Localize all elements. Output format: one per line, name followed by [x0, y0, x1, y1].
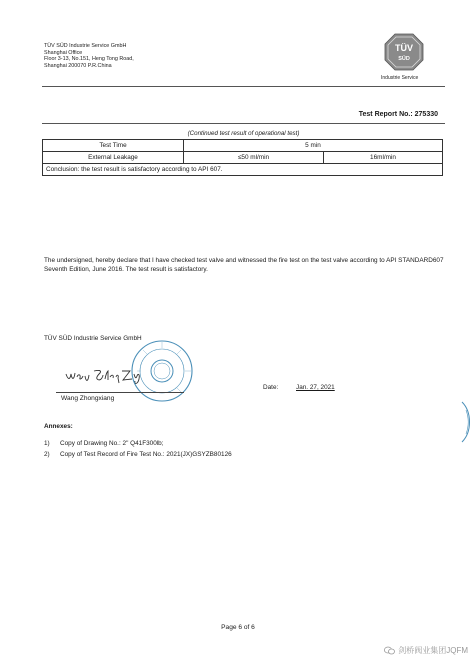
- signer-name: Wang Zhongxiang: [61, 395, 115, 402]
- office-address: [44, 43, 134, 69]
- row-label: Test Time: [43, 140, 184, 152]
- row-label: External Leakage: [43, 152, 184, 164]
- report-number: Test Report No.: 275330: [358, 111, 438, 118]
- logo-caption: Industrie Service: [381, 75, 419, 81]
- annex-number: 1): [44, 440, 50, 447]
- watermark: [384, 645, 468, 656]
- table-row: [43, 140, 443, 152]
- logo-text-bottom: SÜD: [398, 56, 410, 62]
- annex-item: [44, 451, 232, 458]
- declaration-text: The undersigned, hereby declare that I have checked test valve and witnessed the fire test on the test valve according to API STANDARD607 Seventh Edition, June 2016. The test result is satisfactory.: [44, 257, 444, 274]
- annex-text: Copy of Drawing No.: 2" Q41F300lb;: [60, 440, 164, 447]
- table-caption: (Continued test result of operational test): [187, 130, 300, 137]
- table-row: [43, 164, 443, 176]
- report-rule: [42, 123, 445, 124]
- annexes-heading: Annexes:: [44, 423, 73, 430]
- row-result: 16ml/min: [324, 152, 443, 164]
- signature-rule: [56, 392, 184, 393]
- address-line: Shanghai 200070 P.R.China: [44, 62, 112, 69]
- header-rule: [42, 86, 445, 87]
- chat-bubble-icon: [384, 646, 395, 655]
- annex-text: Copy of Test Record of Fire Test No.: 2021(JX)GSYZB80126: [60, 451, 232, 458]
- watermark-text: 剑桥阀业集团JQFM: [398, 646, 468, 655]
- conclusion: Conclusion: the test result is satisfactory according to API 607.: [43, 164, 443, 176]
- address-line: Shanghai Office: [44, 49, 83, 56]
- row-requirement: ≤50 ml/min: [184, 152, 324, 164]
- date-label: Date:: [263, 384, 279, 391]
- company-name: TÜV SÜD Industrie Service GmbH: [44, 335, 142, 342]
- address-line: TÜV SÜD Industrie Service GmbH: [44, 43, 127, 49]
- tuv-inspection-stamp: [129, 338, 195, 404]
- address-line: Floor 3-13, No.151, Heng Tong Road,: [44, 56, 134, 63]
- page-number: Page 6 of 6: [221, 624, 255, 631]
- date-value: Jan. 27, 2021: [296, 384, 335, 391]
- row-value: 5 min: [184, 140, 443, 152]
- table-row: [43, 152, 443, 164]
- annex-item: [44, 440, 164, 447]
- tuv-sud-logo: [384, 33, 424, 71]
- logo-text-top: TÜV: [395, 43, 413, 53]
- results-table: [42, 139, 443, 176]
- partial-stamp-edge: [458, 400, 472, 444]
- annex-number: 2): [44, 451, 50, 458]
